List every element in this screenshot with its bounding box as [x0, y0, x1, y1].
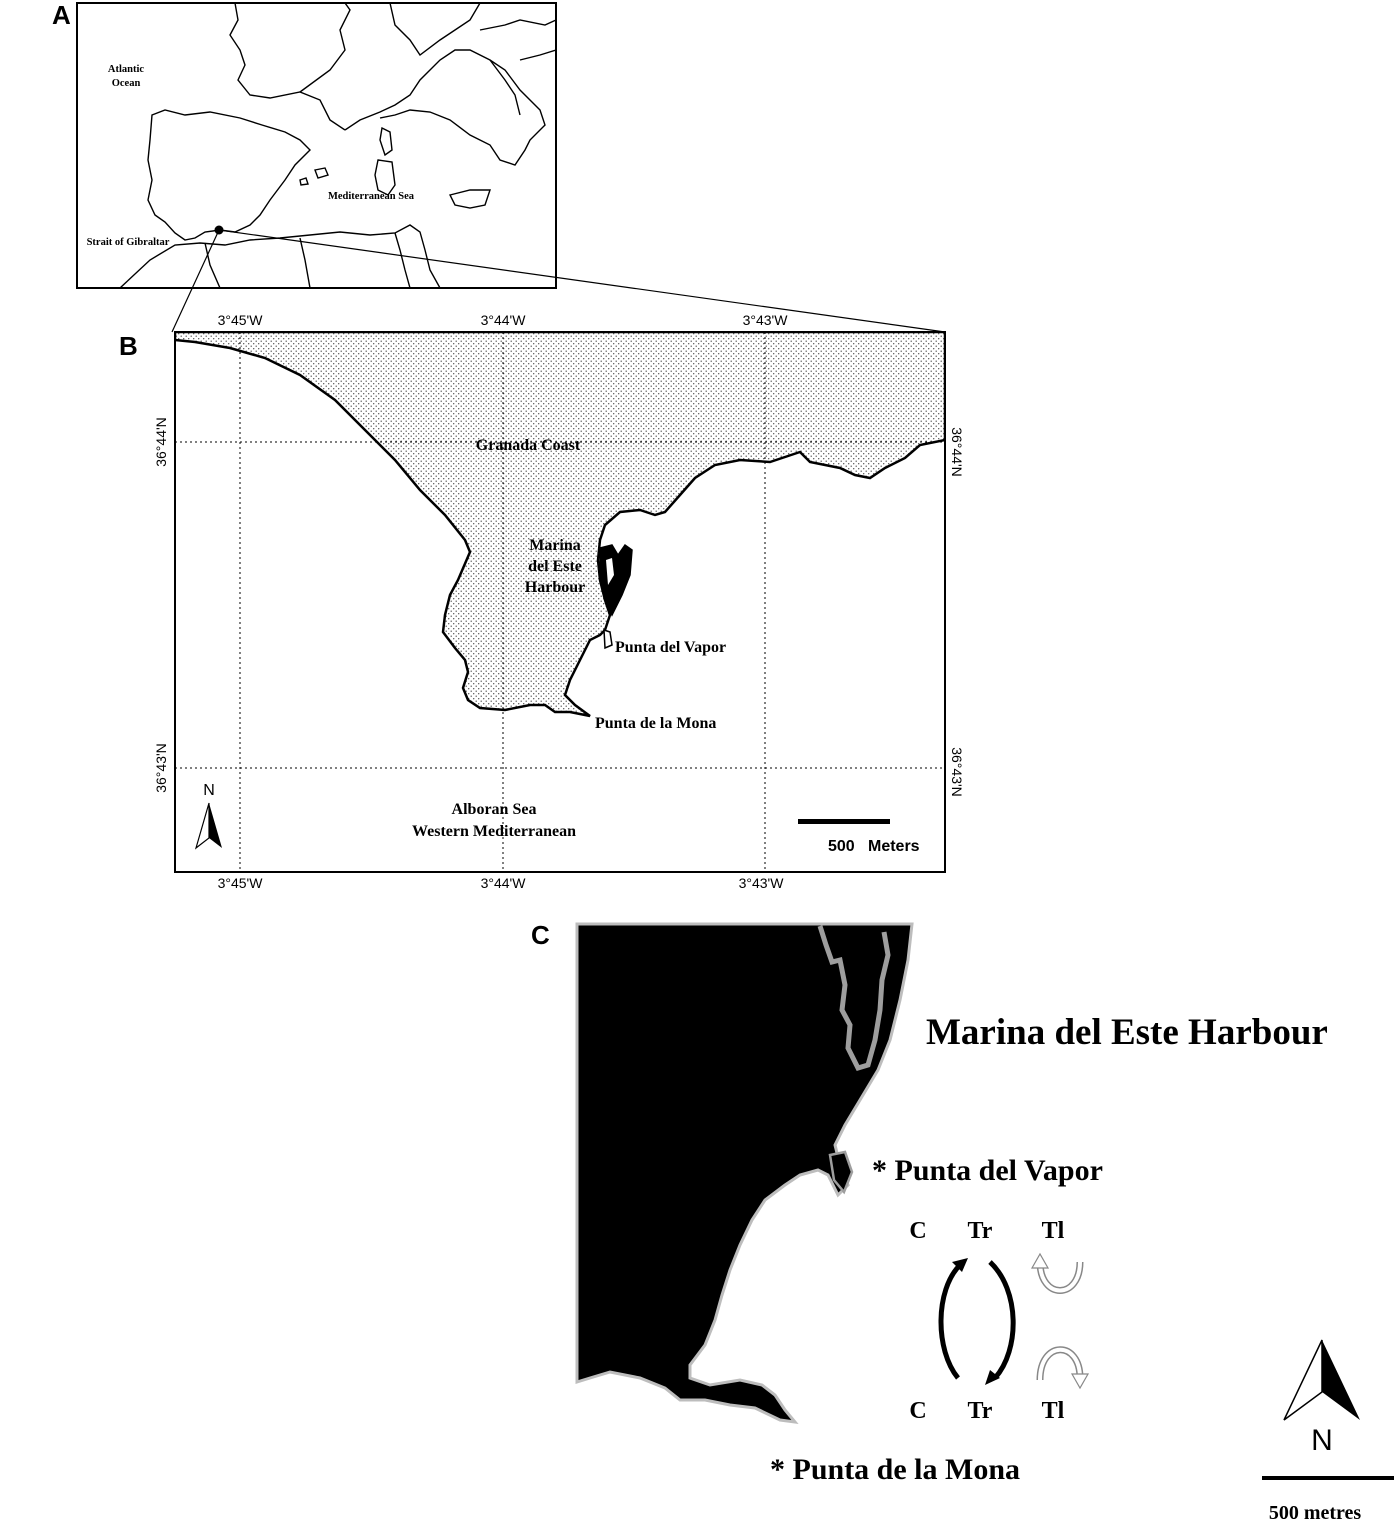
panel-b-letter: B — [119, 331, 138, 361]
label-mona-c: * Punta de la Mona — [770, 1453, 1021, 1486]
label-vapor-c: * Punta del Vapor — [872, 1154, 1103, 1187]
scale-b-value: 500 — [828, 838, 855, 855]
scale-bar-c — [1262, 1476, 1394, 1480]
bottom-tick-3: 3°43'W — [738, 875, 784, 891]
label-marina-3: Harbour — [524, 579, 586, 596]
panel-b-map — [153, 312, 965, 891]
transition-arrows — [941, 1254, 1088, 1388]
top-tick-3: 3°43'W — [742, 312, 788, 328]
top-tick-2: 3°44'W — [480, 312, 526, 328]
panel-c-map — [577, 924, 1394, 1524]
label-western-med: Western Mediterranean — [412, 823, 576, 840]
land-mass-c — [577, 924, 912, 1422]
bottom-tick-1: 3°45'W — [217, 875, 263, 891]
panel-c-letter: C — [531, 920, 550, 950]
label-marina-2: del Este — [528, 558, 582, 575]
label-granada-coast: Granada Coast — [475, 437, 581, 454]
north-arrow-c-label: N — [1311, 1424, 1333, 1457]
north-arrow-c — [1284, 1340, 1360, 1457]
label-bottom-c: C — [909, 1398, 927, 1424]
bottom-tick-2: 3°44'W — [480, 875, 526, 891]
label-punta-de-la-mona: Punta de la Mona — [595, 715, 717, 732]
label-top-tl: Tl — [1041, 1218, 1065, 1244]
scale-b-unit: Meters — [868, 838, 920, 855]
label-bottom-tl: Tl — [1041, 1398, 1065, 1424]
scale-c-label: 500 metres — [1268, 1502, 1362, 1524]
left-lat-2: 36°43'N — [153, 743, 169, 793]
vapor-islet — [604, 630, 612, 648]
label-atlantic-line1: Atlantic — [107, 64, 145, 75]
label-mediterranean: Mediterranean Sea — [327, 191, 415, 202]
panel-a-letter: A — [52, 0, 71, 30]
north-arrow-b-label: N — [203, 782, 215, 799]
left-lat-1: 36°44'N — [153, 417, 169, 467]
label-atlantic-line2: Ocean — [111, 78, 141, 89]
top-tick-1: 3°45'W — [217, 312, 263, 328]
scale-bar-b — [798, 819, 890, 824]
harbour-title: Marina del Este Harbour — [926, 1012, 1328, 1053]
label-top-c: C — [909, 1218, 927, 1244]
right-lat-1: 36°44'N — [949, 427, 965, 477]
label-strait: Strait of Gibraltar — [86, 237, 170, 248]
panel-a-map — [77, 3, 556, 288]
label-top-tr: Tr — [967, 1218, 993, 1244]
label-bottom-tr: Tr — [967, 1398, 993, 1424]
right-lat-2: 36°43'N — [949, 747, 965, 797]
label-marina-1: Marina — [529, 537, 581, 554]
label-alboran-sea: Alboran Sea — [451, 801, 537, 818]
label-punta-del-vapor: Punta del Vapor — [615, 639, 727, 656]
